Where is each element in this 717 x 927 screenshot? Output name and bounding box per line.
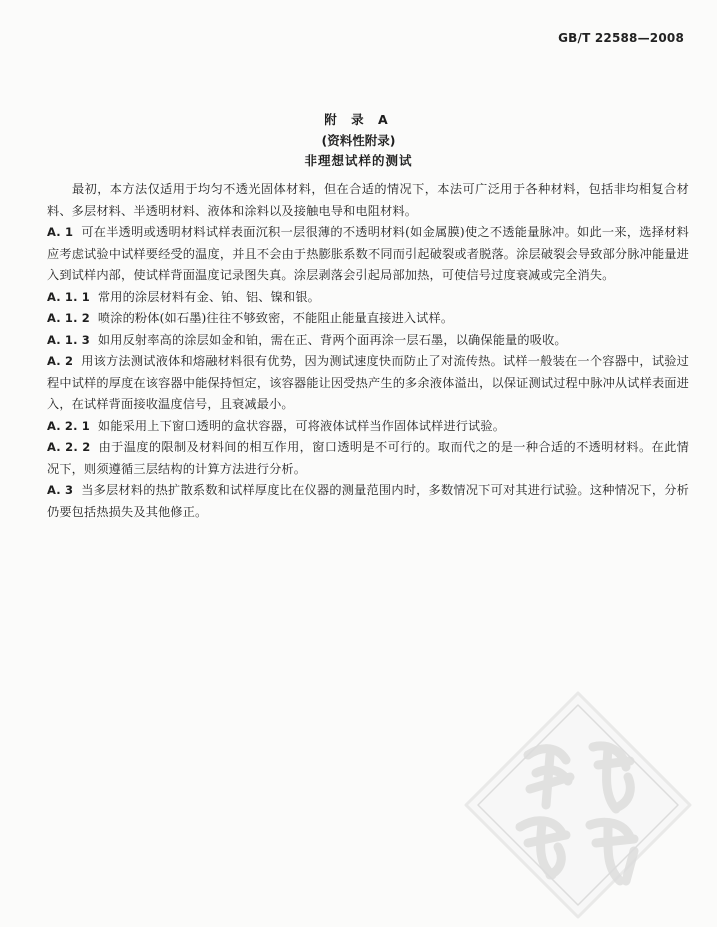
clause-number: A. 1: [47, 225, 74, 239]
clause-a2: [47, 351, 689, 416]
clause-a1-2: [47, 308, 689, 330]
clause-text: 常用的涂层材料有金、铂、铝、镍和银。: [97, 289, 320, 304]
clause-a1: [47, 222, 689, 287]
watermark-seal-icon: [458, 685, 698, 925]
clause-number: A. 2: [47, 354, 74, 368]
clause-number: A. 2. 2: [47, 440, 91, 454]
clause-text: 由于温度的限制及材料间的相互作用，窗口透明是不可行的。取而代之的是一种合适的不透明材料。在此情况下，则须遵循三层结构的计算方法进行分析。: [47, 440, 689, 476]
clause-number: A. 2. 1: [47, 418, 90, 433]
clause-number: A. 1. 3: [47, 332, 90, 347]
clause-number: A. 1. 2: [47, 311, 90, 325]
clause-text: 可在半透明或透明材料试样表面沉积一层很薄的不透明材料(如金属膜)使之不透能量脉冲。如此一来，选择材料应考虑试验中试样要经受的温度，并且不会由于热膨胀系数不同而引起破裂或者脱落。涂层破裂会导致部分脉冲能量进入到试样内部，使试样背面温度记录图失真。涂层剥落会引起局部加热，可使信号过度衰减或完全消失。: [47, 225, 689, 282]
clause-text: 用该方法测试液体和熔融材料很有优势，因为测试速度快而防止了对流传热。试样一般装在一个容器中，试验过程中试样的厚度在该容器中能保持恒定，该容器能让因受热产生的多余液体溢出，以保证测试过程中脉冲从试样表面进入，在试样背面接收温度信号，且衰减最小。: [47, 354, 689, 411]
clause-number: A. 3: [47, 483, 74, 497]
annex-type: (资料性附录): [321, 133, 396, 148]
annex-heading: 非理想试样的测试: [304, 153, 413, 168]
clause-text: 如能采用上下窗口透明的盒状容器，可将液体试样当作固体试样进行试验。: [97, 418, 506, 433]
clause-a1-1: [47, 287, 689, 309]
clause-text: 当多层材料的热扩散系数和试样厚度比在仪器的测量范围内时，多数情况下可对其进行试验。这种情况下，分析仍要包括热损失及其他修正。: [47, 483, 689, 519]
clause-a3: [47, 480, 689, 523]
clause-a2-2: [47, 437, 689, 480]
annex-title: 附 录 A: [324, 112, 393, 127]
standard-code: GB/T 22588—2008: [558, 31, 684, 45]
paragraph-text: 最初，本方法仅适用于均匀不透光固体材料，但在合适的情况下，本法可广泛用于各种材料，包括非均相复合材料、多层材料、半透明材料、液体和涂料以及接触电导和电阻材料。: [47, 182, 689, 218]
clause-number: A. 1. 1: [47, 289, 90, 304]
clause-a1-3: [47, 330, 689, 352]
clause-a2-1: [47, 416, 689, 438]
annex-body: [47, 179, 689, 523]
intro-paragraph: [47, 179, 689, 222]
clause-text: 喷涂的粉体(如石墨)往往不够致密，不能阻止能量直接进入试样。: [97, 311, 454, 325]
clause-text: 如用反射率高的涂层如金和铂，需在正、背两个面再涂一层石墨，以确保能量的吸收。: [97, 332, 567, 347]
